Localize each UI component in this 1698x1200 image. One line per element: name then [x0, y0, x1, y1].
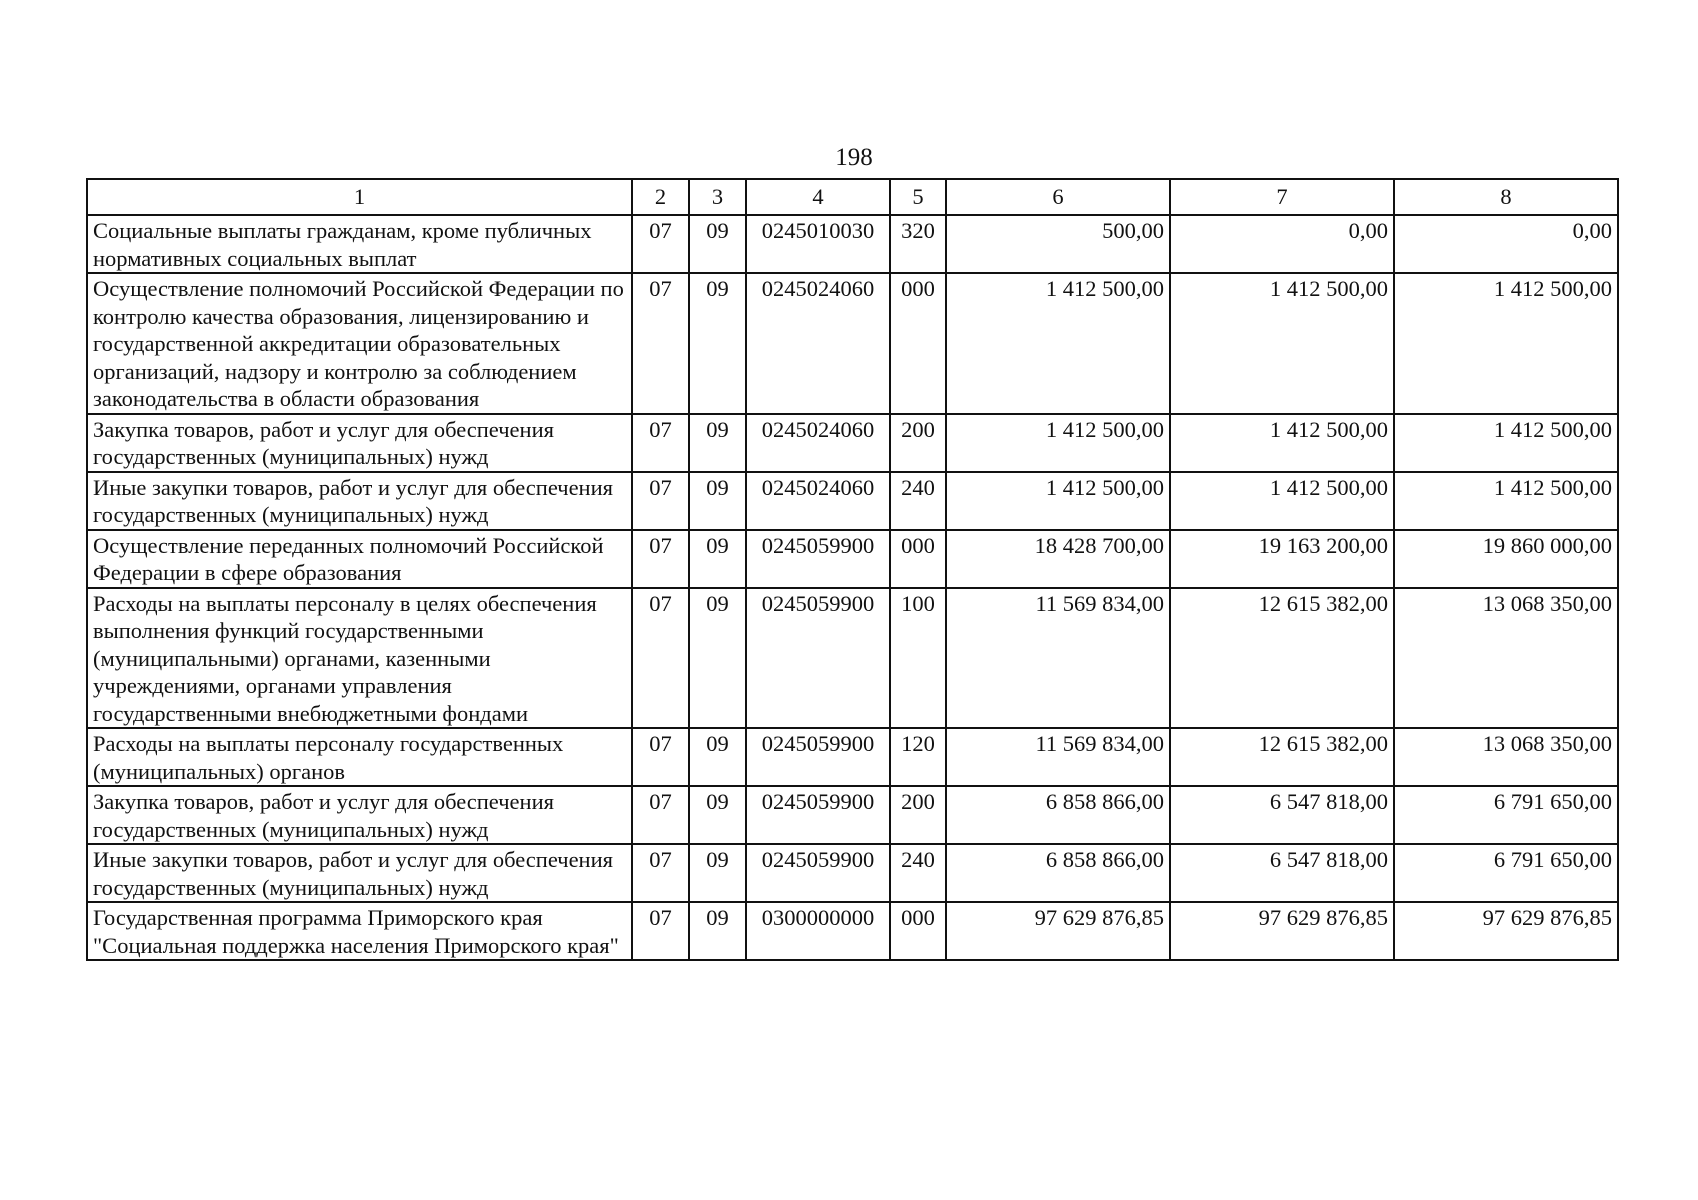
amount-col-6: 11 569 834,00	[946, 728, 1170, 786]
subsection-code: 09	[689, 902, 746, 960]
column-header: 5	[890, 179, 946, 215]
section-code: 07	[632, 472, 689, 530]
subsection-code: 09	[689, 786, 746, 844]
table-row	[87, 786, 1618, 844]
expense-type-code: 240	[890, 472, 946, 530]
amount-col-8: 97 629 876,85	[1394, 902, 1618, 960]
section-code: 07	[632, 273, 689, 414]
section-code: 07	[632, 215, 689, 273]
table-row	[87, 844, 1618, 902]
expense-type-code: 240	[890, 844, 946, 902]
subsection-code: 09	[689, 728, 746, 786]
amount-col-8: 6 791 650,00	[1394, 786, 1618, 844]
amount-col-8: 13 068 350,00	[1394, 728, 1618, 786]
amount-col-7: 97 629 876,85	[1170, 902, 1394, 960]
target-article-code: 0245059900	[746, 786, 890, 844]
table-row	[87, 728, 1618, 786]
table-row	[87, 902, 1618, 960]
expense-type-code: 000	[890, 530, 946, 588]
amount-col-6: 11 569 834,00	[946, 588, 1170, 729]
target-article-code: 0245010030	[746, 215, 890, 273]
subsection-code: 09	[689, 215, 746, 273]
subsection-code: 09	[689, 273, 746, 414]
item-name: Иные закупки товаров, работ и услуг для обеспечения государственных (муниципальных) нужд	[87, 472, 632, 530]
expense-type-code: 200	[890, 786, 946, 844]
item-name: Иные закупки товаров, работ и услуг для обеспечения государственных (муниципальных) нужд	[87, 844, 632, 902]
table-row	[87, 530, 1618, 588]
amount-col-8: 6 791 650,00	[1394, 844, 1618, 902]
item-name: Осуществление полномочий Российской Федерации по контролю качества образования, лицензированию и государственной аккредитации образовательных организаций, надзору и контролю за соблюдением законодательства в области образования	[87, 273, 632, 414]
column-header: 8	[1394, 179, 1618, 215]
amount-col-7: 6 547 818,00	[1170, 786, 1394, 844]
target-article-code: 0245024060	[746, 273, 890, 414]
amount-col-7: 6 547 818,00	[1170, 844, 1394, 902]
table-row	[87, 215, 1618, 273]
amount-col-8: 19 860 000,00	[1394, 530, 1618, 588]
target-article-code: 0245024060	[746, 472, 890, 530]
table-row	[87, 588, 1618, 729]
item-name: Закупка товаров, работ и услуг для обеспечения государственных (муниципальных) нужд	[87, 414, 632, 472]
section-code: 07	[632, 728, 689, 786]
expense-type-code: 120	[890, 728, 946, 786]
column-header: 7	[1170, 179, 1394, 215]
section-code: 07	[632, 786, 689, 844]
amount-col-6: 6 858 866,00	[946, 844, 1170, 902]
expense-type-code: 320	[890, 215, 946, 273]
amount-col-6: 18 428 700,00	[946, 530, 1170, 588]
item-name: Расходы на выплаты персоналу в целях обеспечения выполнения функций государственными (муниципальными) органами, казенными учреждениями, органами управления государственными внебюджетными фондами	[87, 588, 632, 729]
amount-col-8: 0,00	[1394, 215, 1618, 273]
amount-col-6: 1 412 500,00	[946, 273, 1170, 414]
section-code: 07	[632, 902, 689, 960]
amount-col-6: 500,00	[946, 215, 1170, 273]
column-header: 1	[87, 179, 632, 215]
section-code: 07	[632, 588, 689, 729]
table-row	[87, 414, 1618, 472]
expense-type-code: 000	[890, 273, 946, 414]
target-article-code: 0245059900	[746, 588, 890, 729]
amount-col-7: 12 615 382,00	[1170, 728, 1394, 786]
amount-col-7: 1 412 500,00	[1170, 273, 1394, 414]
amount-col-7: 19 163 200,00	[1170, 530, 1394, 588]
amount-col-8: 1 412 500,00	[1394, 472, 1618, 530]
header-row	[87, 179, 1618, 215]
subsection-code: 09	[689, 414, 746, 472]
table-row	[87, 472, 1618, 530]
item-name: Государственная программа Приморского края "Социальная поддержка населения Приморского края"	[87, 902, 632, 960]
target-article-code: 0245059900	[746, 530, 890, 588]
amount-col-6: 6 858 866,00	[946, 786, 1170, 844]
column-header: 2	[632, 179, 689, 215]
expense-type-code: 000	[890, 902, 946, 960]
target-article-code: 0300000000	[746, 902, 890, 960]
column-header: 6	[946, 179, 1170, 215]
target-article-code: 0245024060	[746, 414, 890, 472]
subsection-code: 09	[689, 844, 746, 902]
amount-col-6: 1 412 500,00	[946, 414, 1170, 472]
budget-table	[86, 178, 1619, 961]
subsection-code: 09	[689, 530, 746, 588]
section-code: 07	[632, 530, 689, 588]
amount-col-7: 1 412 500,00	[1170, 472, 1394, 530]
table-row	[87, 273, 1618, 414]
column-header: 3	[689, 179, 746, 215]
section-code: 07	[632, 414, 689, 472]
amount-col-7: 0,00	[1170, 215, 1394, 273]
amount-col-8: 1 412 500,00	[1394, 273, 1618, 414]
column-header: 4	[746, 179, 890, 215]
item-name: Закупка товаров, работ и услуг для обеспечения государственных (муниципальных) нужд	[87, 786, 632, 844]
subsection-code: 09	[689, 588, 746, 729]
target-article-code: 0245059900	[746, 728, 890, 786]
subsection-code: 09	[689, 472, 746, 530]
expense-type-code: 100	[890, 588, 946, 729]
amount-col-6: 97 629 876,85	[946, 902, 1170, 960]
amount-col-7: 1 412 500,00	[1170, 414, 1394, 472]
item-name: Социальные выплаты гражданам, кроме публичных нормативных социальных выплат	[87, 215, 632, 273]
amount-col-8: 13 068 350,00	[1394, 588, 1618, 729]
amount-col-6: 1 412 500,00	[946, 472, 1170, 530]
target-article-code: 0245059900	[746, 844, 890, 902]
item-name: Расходы на выплаты персоналу государственных (муниципальных) органов	[87, 728, 632, 786]
expense-type-code: 200	[890, 414, 946, 472]
item-name: Осуществление переданных полномочий Российской Федерации в сфере образования	[87, 530, 632, 588]
amount-col-7: 12 615 382,00	[1170, 588, 1394, 729]
page-number: 198	[835, 144, 873, 171]
section-code: 07	[632, 844, 689, 902]
amount-col-8: 1 412 500,00	[1394, 414, 1618, 472]
